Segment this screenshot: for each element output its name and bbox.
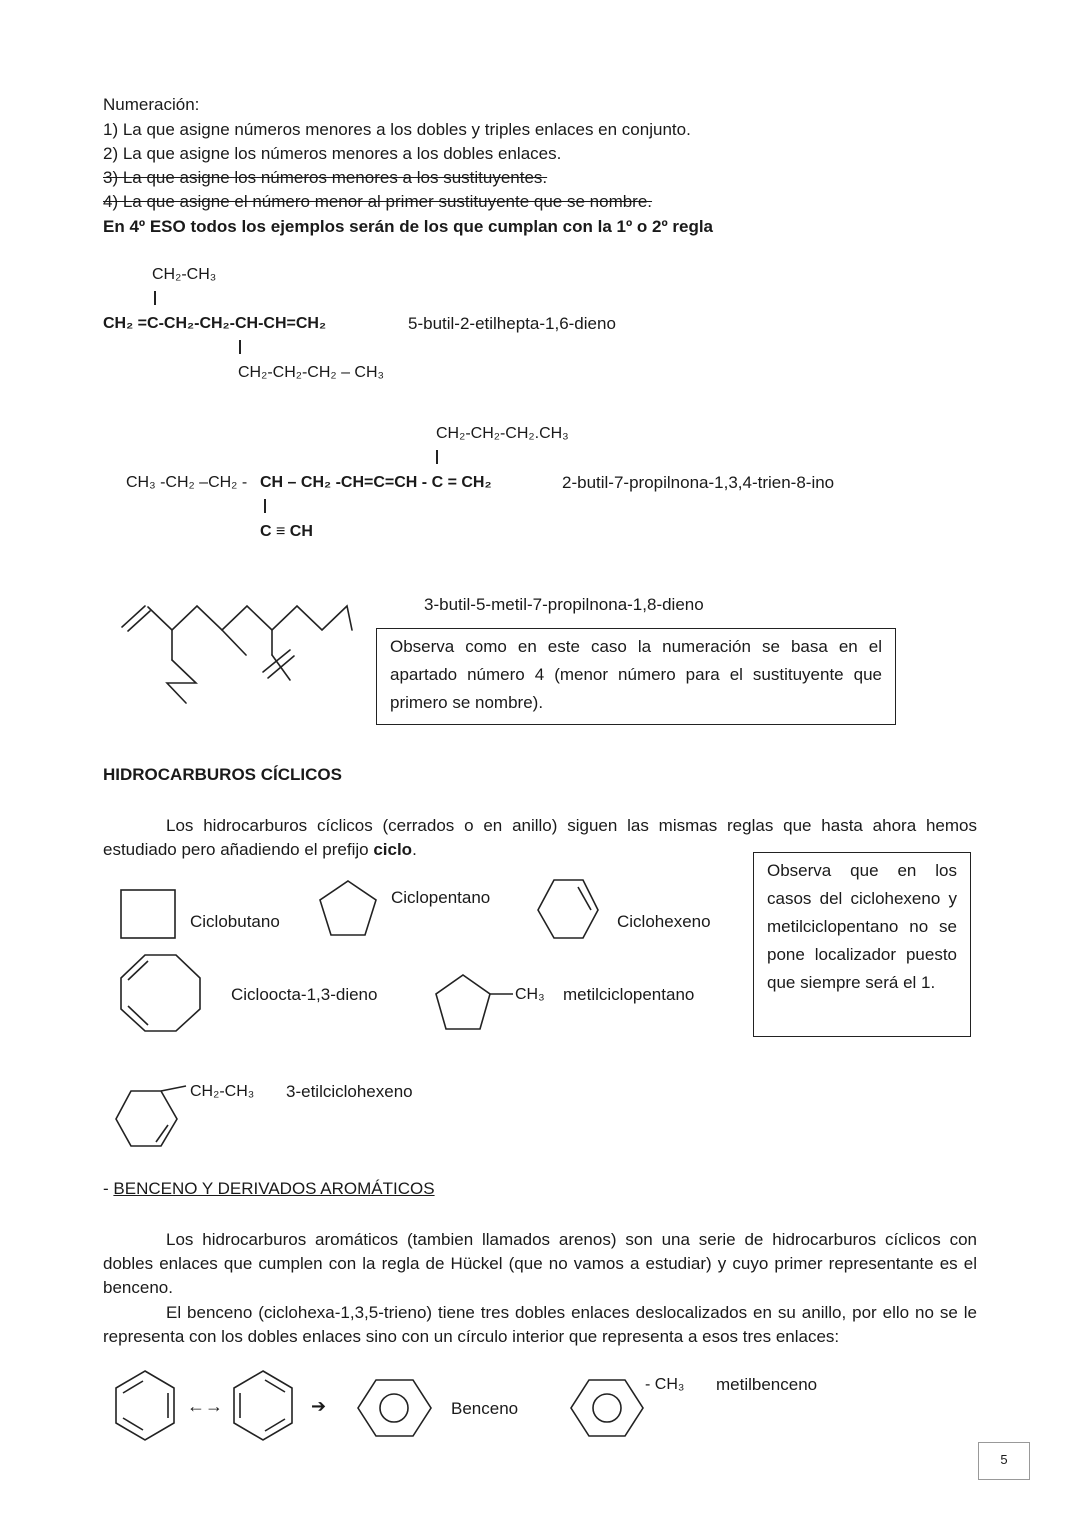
ciclobutano-label: Ciclobutano	[190, 912, 280, 931]
kekule-structure-1	[116, 1371, 174, 1440]
ex3-name: 3-butil-5-metil-7-propilnona-1,8-dieno	[424, 595, 704, 614]
aromatic-para-1: Los hidrocarburos aromáticos (tambien llamados arenos) son una serie de hidrocarburos cíclicos con dobles enlaces que cumplen con la regla de Hückel (que no vamos a estudiar) y cuyo primer representante es el benceno.	[103, 1230, 977, 1297]
page-number: 5	[978, 1442, 1030, 1480]
eso-note: En 4º ESO todos los ejemplos serán de los que cumplan con la 1º o 2º regla	[103, 217, 714, 236]
benzene-ring	[358, 1380, 431, 1436]
kekule-structure-2	[234, 1371, 292, 1440]
ex1-main-chain: CH₂ =C-CH₂-CH₂-CH-CH=CH₂	[103, 315, 327, 332]
ex2-bottom-substituent: C ≡ CH	[260, 523, 313, 540]
ex3-note-box: Observa como en este caso la numeración se basa en el apartado número 4 (menor número para el sustituyente que primero se nombre).	[376, 628, 896, 725]
ex2-main-chain-end: CH – CH₂ -CH=C=CH - C = CH₂	[260, 474, 492, 491]
aromatic-heading-dash: -	[103, 1179, 114, 1198]
rule-2: 2) La que asigne los números menores a los dobles enlaces.	[103, 144, 562, 163]
cyclic-intro-end: .	[412, 840, 417, 859]
aromatic-heading-text: BENCENO Y DERIVADOS AROMÁTICOS	[113, 1179, 435, 1198]
rule-3: 3) La que asigne los números menores a los sustituyentes.	[103, 168, 548, 187]
ciclopentano-label: Ciclopentano	[391, 888, 491, 907]
ex1-top-substituent: CH₂-CH₃	[152, 266, 217, 283]
cyclic-intro-prefix: ciclo	[373, 840, 413, 859]
rule-1: 1) La que asigne números menores a los dobles y triples enlaces en conjunto.	[103, 120, 691, 139]
methyl-substituent: - CH₃	[645, 1376, 685, 1393]
numbering-title: Numeración:	[103, 95, 200, 114]
cicloocta-label: Cicloocta-1,3-dieno	[231, 985, 378, 1004]
metilciclopentano-label: metilciclopentano	[563, 985, 695, 1004]
metilbenceno-label: metilbenceno	[716, 1375, 818, 1394]
ex2-main-chain-start: CH₃ -CH₂ –CH₂ -	[126, 474, 248, 491]
ex2-name: 2-butil-7-propilnona-1,3,4-trien-8-ino	[562, 473, 835, 492]
cyclic-intro-text: Los hidrocarburos cíclicos (cerrados o en anillo) siguen las mismas reglas que hasta ahora hemos estudiado pero añadiendo el prefijo	[103, 816, 977, 859]
ex2-top-substituent: CH₂-CH₂-CH₂.CH₃	[436, 425, 569, 442]
methylbenzene-ring	[571, 1380, 643, 1436]
rule-4: 4) La que asigne el número menor al primer sustituyente que se nombre.	[103, 192, 653, 211]
ethyl-group: CH₂-CH₃	[190, 1083, 255, 1100]
ciclohexeno-label: Ciclohexeno	[617, 912, 711, 931]
cyclic-note-box: Observa que en los casos del ciclohexeno y metilciclopentano no se pone localizador puesto que siempre será el 1.	[753, 852, 971, 1037]
simplification-arrow: ➔	[311, 1396, 327, 1416]
ex1-bottom-substituent: CH₂-CH₂-CH₂ – CH₃	[238, 364, 385, 381]
methyl-group: CH₃	[515, 986, 545, 1003]
cyclic-heading: HIDROCARBUROS CÍCLICOS	[103, 765, 342, 784]
benceno-label: Benceno	[451, 1399, 519, 1418]
etilciclohexeno-label: 3-etilciclohexeno	[286, 1082, 413, 1101]
aromatic-para-2: El benceno (ciclohexa-1,3,5-trieno) tiene tres dobles enlaces deslocalizados en su anillo, por ello no se le representa con los dobles enlaces sino con un círculo interior que representa a esos tres enlaces:	[103, 1303, 977, 1346]
ex1-name: 5-butil-2-etilhepta-1,6-dieno	[408, 314, 616, 333]
resonance-arrow: ←→	[187, 1396, 223, 1416]
